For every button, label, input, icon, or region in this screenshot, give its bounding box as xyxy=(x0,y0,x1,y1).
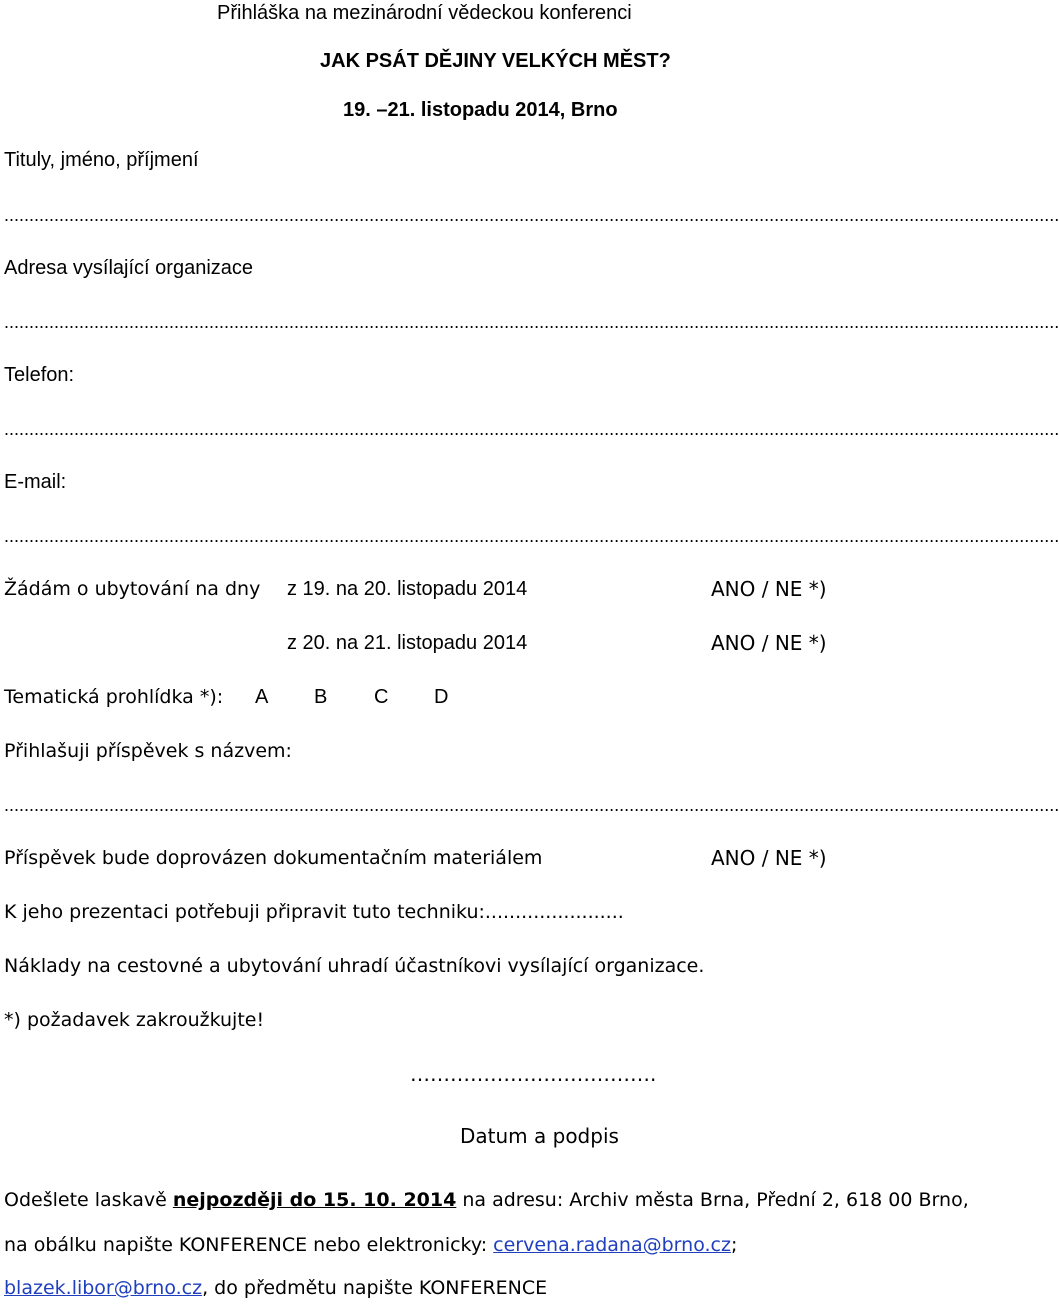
organization-label: Adresa vysílající organizace xyxy=(4,257,254,279)
email-link-1[interactable]: cervena.radana@brno.cz xyxy=(493,1234,731,1256)
accommodation-answer-2[interactable]: ANO / NE *) xyxy=(711,631,827,655)
conference-date: 19. –21. listopadu 2014, Brno xyxy=(343,99,618,121)
tour-option-d[interactable]: D xyxy=(434,686,449,708)
footer-line-2 xyxy=(4,1233,737,1257)
accommodation-label: Žádám o ubytování na dny xyxy=(4,578,261,600)
technique-label[interactable]: K jeho prezentaci potřebuji připravit tuto techniku:....................... xyxy=(4,901,624,923)
email-link-2[interactable]: blazek.libor@brno.cz xyxy=(4,1277,203,1299)
footer-text-1: Odešlete laskavě xyxy=(4,1189,173,1211)
tour-option-a[interactable]: A xyxy=(255,686,269,708)
signature-label: Datum a podpis xyxy=(460,1124,619,1148)
accommodation-night-2: z 20. na 21. listopadu 2014 xyxy=(287,632,528,654)
deadline: nejpozději do 15. 10. 2014 xyxy=(172,1189,457,1211)
material-label: Příspěvek bude doprovázen dokumentačním materiálem xyxy=(4,847,543,869)
footer-line-3 xyxy=(4,1276,547,1300)
phone-label: Telefon: xyxy=(4,364,75,386)
circle-note: *) požadavek zakroužkujte! xyxy=(4,1009,265,1031)
phone-field[interactable]: ................................................................................................................................................................................................................... xyxy=(4,419,1059,439)
conference-name: JAK PSÁT DĚJINY VELKÝCH MĚST? xyxy=(320,50,671,72)
accommodation-answer-1[interactable]: ANO / NE *) xyxy=(711,577,827,601)
footer-text-3: , do předmětu napište KONFERENCE xyxy=(202,1277,548,1299)
material-answer[interactable]: ANO / NE *) xyxy=(711,846,827,870)
email-label: E-mail: xyxy=(4,471,67,493)
tour-option-c[interactable]: C xyxy=(374,686,389,708)
accommodation-night-1: z 19. na 20. listopadu 2014 xyxy=(287,578,528,600)
organization-field[interactable]: ................................................................................................................................................................................................................... xyxy=(4,312,1059,332)
name-field[interactable]: ................................................................................................................................................................................................................... xyxy=(4,205,1059,225)
form-title: Přihláška na mezinárodní vědeckou konferenci xyxy=(217,2,632,24)
footer-text-2: na obálku napište KONFERENCE nebo elektronicky: xyxy=(4,1234,494,1256)
contribution-title-field[interactable]: ................................................................................................................................................................................................................... xyxy=(4,795,1059,815)
name-label: Tituly, jméno, příjmení xyxy=(4,149,199,171)
footer-address: na adresu: Archiv města Brna, Přední 2, 618 00 Brno, xyxy=(456,1189,969,1211)
tour-option-b[interactable]: B xyxy=(314,686,328,708)
email-separator: ; xyxy=(730,1234,738,1256)
tour-label: Tematická prohlídka *): xyxy=(4,686,224,708)
contribution-label: Přihlašuji příspěvek s názvem: xyxy=(4,740,292,762)
footer-line-1 xyxy=(4,1188,969,1212)
email-field[interactable]: ................................................................................................................................................................................................................... xyxy=(4,526,1059,546)
signature-field[interactable]: ………………………………. xyxy=(410,1062,657,1086)
costs-note: Náklady na cestovné a ubytování uhradí účastníkovi vysílající organizace. xyxy=(4,955,705,977)
